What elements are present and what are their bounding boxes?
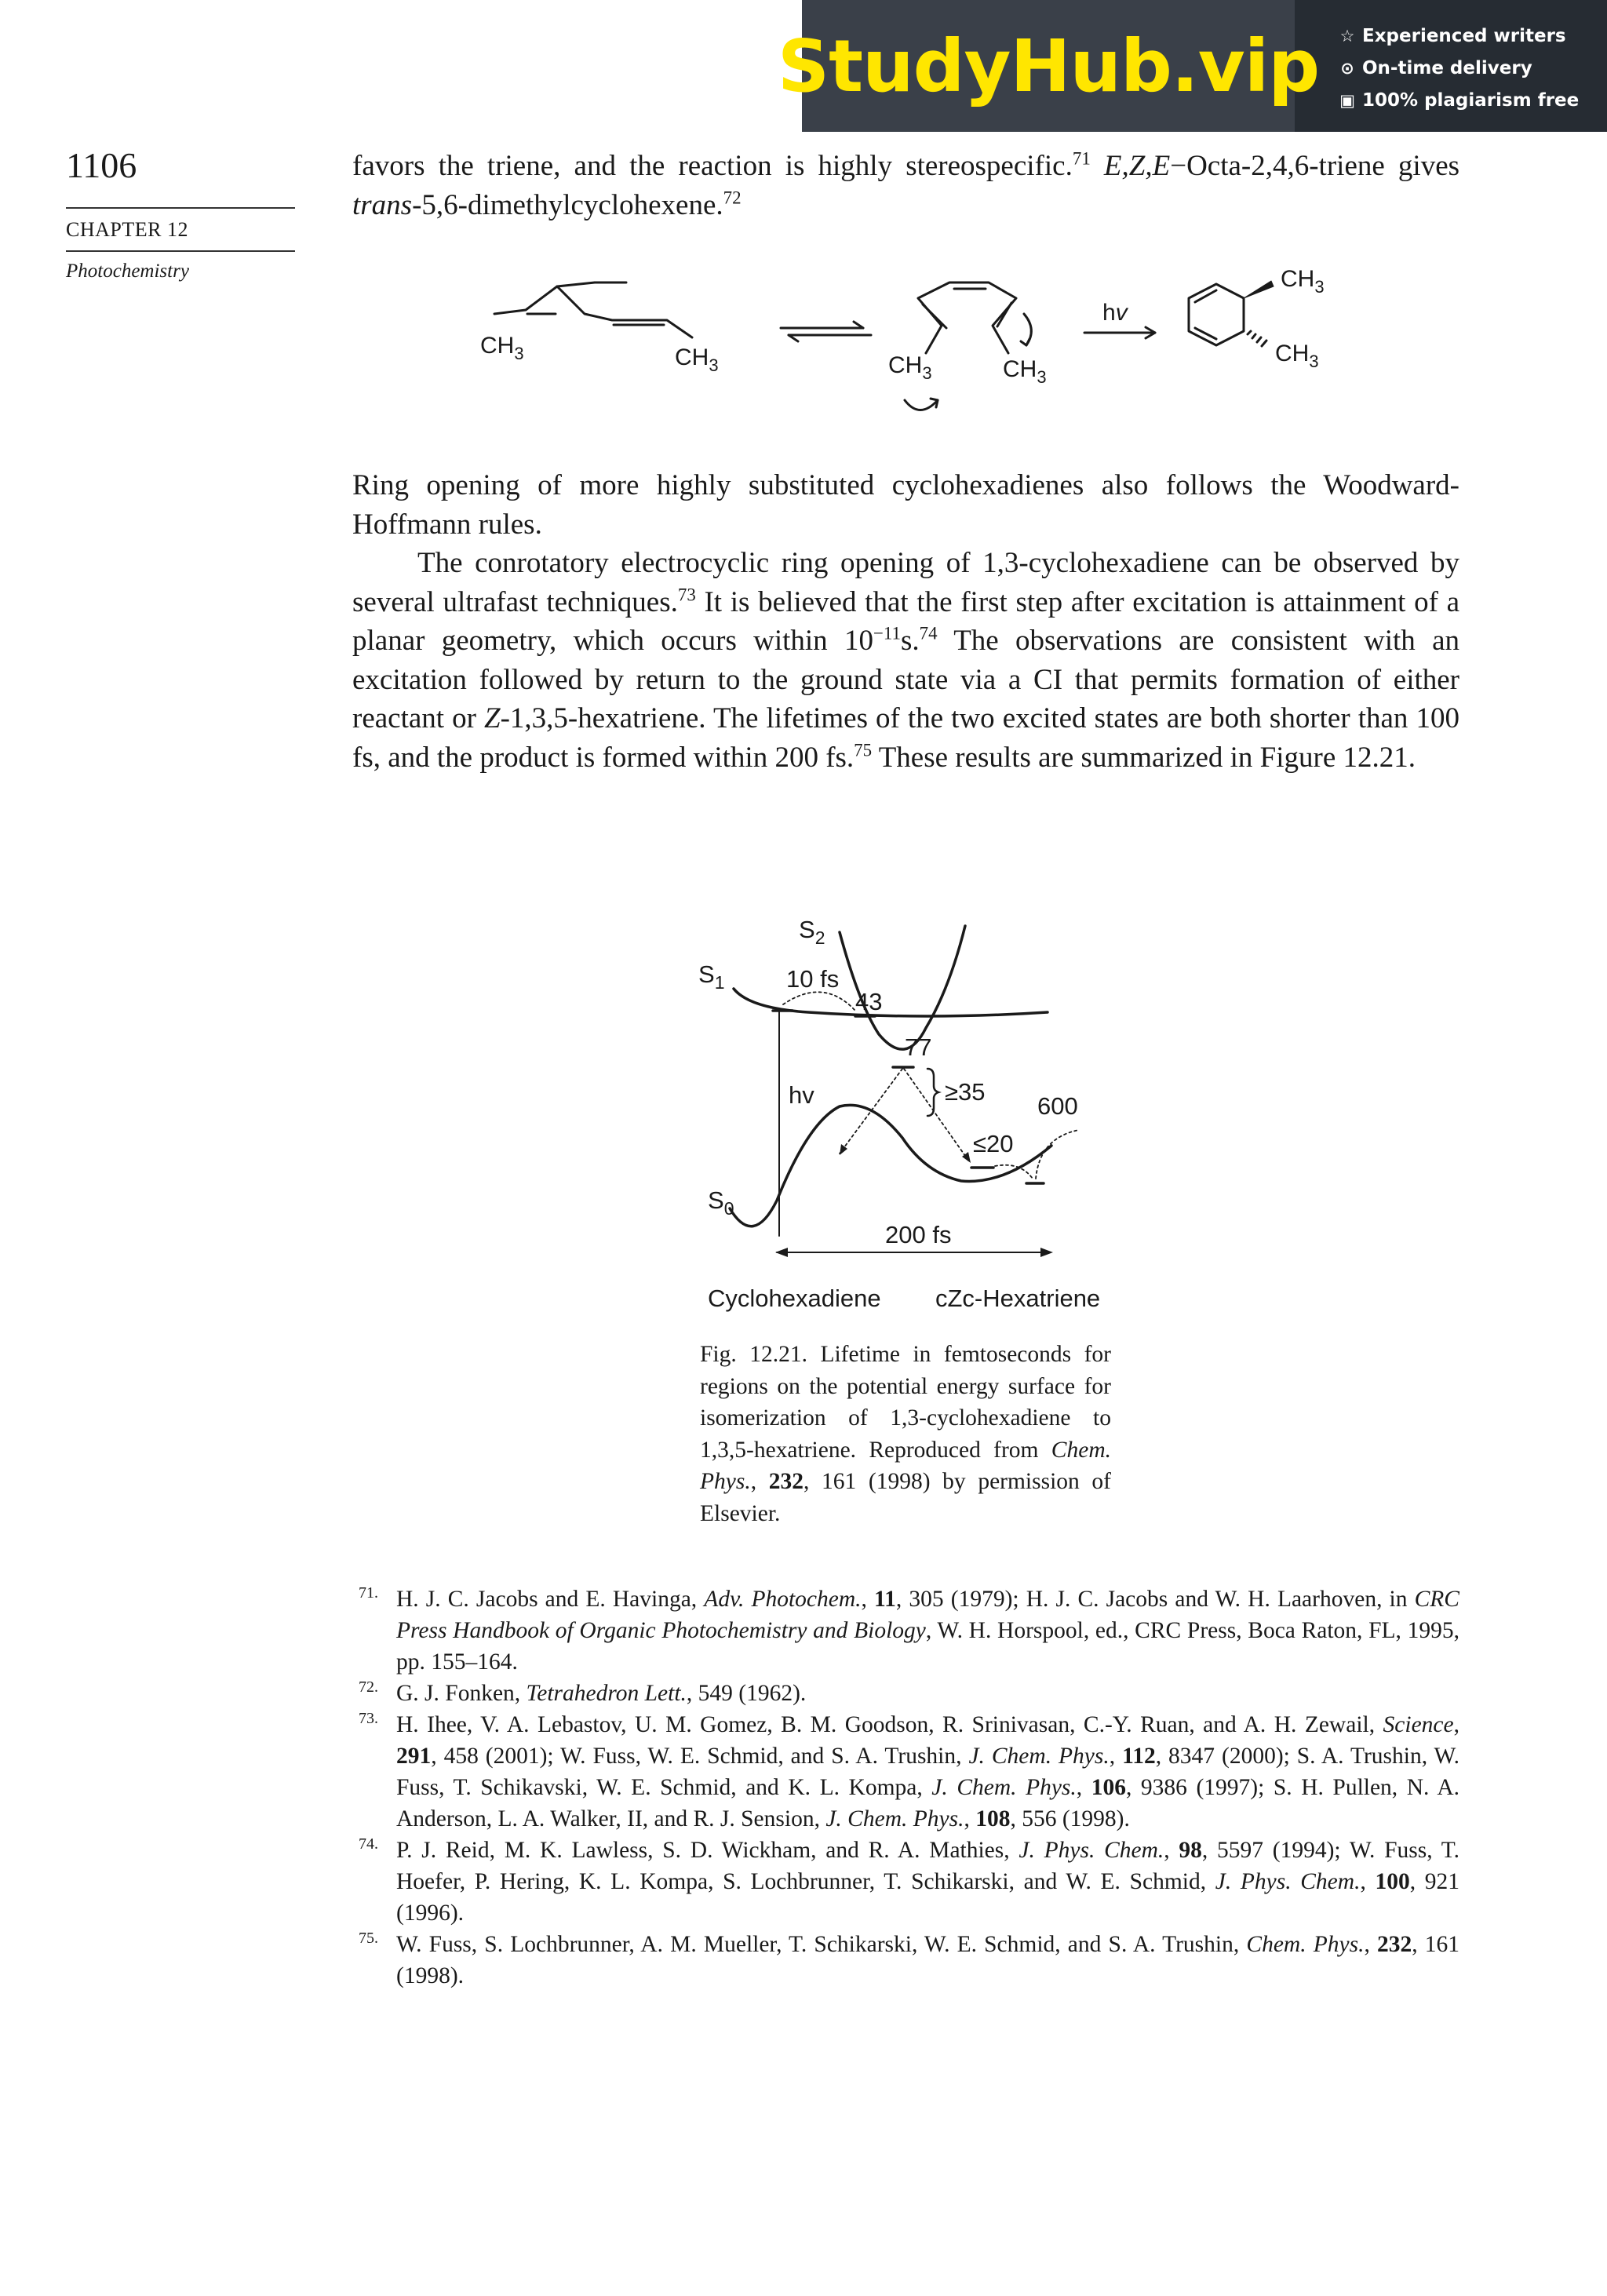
chapter-label: CHAPTER 12 bbox=[66, 218, 188, 241]
banner-feature bbox=[1339, 53, 1579, 85]
paragraph-woodward: Ring opening of more highly substituted cyclohexadienes also follows the Woodward-Hoffmann rules. bbox=[352, 469, 1459, 541]
label-600: 600 bbox=[1037, 1092, 1078, 1120]
banner-feature-label: 100% plagiarism free bbox=[1362, 90, 1580, 111]
footnote-ref: 73 bbox=[677, 585, 696, 605]
rotation-arrow-left bbox=[905, 400, 938, 410]
reference-number: 74. bbox=[359, 1835, 378, 1853]
reference-item: 73. H. Ihee, V. A. Lebastov, U. M. Gomez, B. M. Goodson, R. Srinivasan, C.-Y. Ruan, and A. H. Zewail, Science, 291, 458 (2001); W. Fuss, W. E. Schmid, and S. A. Trushin, J. Chem. Phys., 112, 8347 (2000); S. A. Trushin, W. Fuss, T. Schikavski, W. E. Schmid, and K. L. Kompa, J. Chem. Phys., 106, 9386 (1997); S. H. Pullen, N. A. Anderson, L. A. Walker, II, and R. J. Sension, J. Chem. Phys., 108, 556 (1998). bbox=[352, 1709, 1459, 1835]
footnote-ref: 74 bbox=[919, 623, 938, 643]
label-43: 43 bbox=[855, 988, 883, 1015]
reference-item: 72. G. J. Fonken, Tetrahedron Lett., 549 (1962). bbox=[352, 1678, 1459, 1709]
equilibrium-arrows bbox=[781, 322, 871, 341]
banner-feature-label: Experienced writers bbox=[1362, 26, 1566, 46]
studyhub-logo[interactable]: StudyHub.vip bbox=[802, 0, 1295, 132]
reference-item: 75. W. Fuss, S. Lochbrunner, A. M. Mueller, T. Schikarski, W. E. Schmid, and S. A. Trushin, Chem. Phys., 232, 161 (1998). bbox=[352, 1929, 1459, 1992]
banner-feature bbox=[1339, 20, 1579, 53]
label-77: 77 bbox=[905, 1033, 932, 1061]
hv-label: hv bbox=[789, 1081, 814, 1109]
star-icon: ☆ bbox=[1339, 27, 1355, 46]
footnote-ref: 71 bbox=[1072, 148, 1091, 169]
clock-icon: ⊙ bbox=[1340, 59, 1354, 78]
reference-number: 73. bbox=[359, 1710, 378, 1727]
figure-12-21 bbox=[691, 902, 1130, 1318]
paragraph-body bbox=[352, 466, 1459, 777]
check-document-icon: ▣ bbox=[1339, 91, 1355, 110]
octatriene-structure bbox=[494, 282, 692, 337]
figure-caption: Fig. 12.21. Lifetime in femtoseconds for regions on the potential energy surface for isomerization of 1,3-cyclohexadiene to 1,3,5-hexatriene. Reproduced from Chem. Phys., 232, 161 (1998) by permission of Elsevier. bbox=[700, 1342, 1111, 1526]
methyl-label: $CH_3$ bbox=[1003, 356, 1047, 387]
label-hexatriene: cZc-Hexatriene bbox=[935, 1285, 1101, 1312]
label-35: ≥35 bbox=[945, 1078, 986, 1106]
conformer-structure bbox=[918, 282, 1016, 353]
reference-number: 71. bbox=[359, 1584, 378, 1602]
banner-feature bbox=[1339, 85, 1579, 117]
cyclohexene-structure bbox=[1189, 281, 1274, 346]
label-cyclohexadiene: Cyclohexadiene bbox=[708, 1285, 881, 1312]
footnote-ref: 75 bbox=[854, 740, 873, 760]
reaction-scheme bbox=[439, 251, 1381, 432]
reference-list bbox=[352, 1584, 1459, 1992]
reference-number: 72. bbox=[359, 1678, 378, 1696]
exponent: −11 bbox=[873, 623, 901, 643]
methyl-label: $CH_3$ bbox=[888, 352, 932, 383]
margin-rule-top bbox=[66, 207, 295, 209]
paragraph-triene: favors the triene, and the reaction is highly stereospecific.$^{71}$ E,Z,E−Octa-2,4,6-triene gives trans-5,6-dimethylcyclohexene.$^{72}$ bbox=[352, 148, 1460, 221]
hv-label: hv bbox=[1102, 300, 1128, 326]
methyl-label: $CH_3$ bbox=[1281, 266, 1325, 297]
reference-number: 75. bbox=[359, 1930, 378, 1947]
s2-label: $S_2$ bbox=[799, 916, 825, 948]
brace bbox=[927, 1069, 938, 1116]
reference-item: 74. P. J. Reid, M. K. Lawless, S. D. Wickham, and R. A. Mathies, J. Phys. Chem., 98, 5597 (1994); W. Fuss, T. Hoefer, P. Hering, K. L. Kompa, S. Lochbrunner, T. Schikarski, and W. E. Schmid, J. Phys. Chem., 100, 921 (1996). bbox=[352, 1835, 1459, 1929]
banner-feature-label: On-time delivery bbox=[1362, 58, 1532, 78]
label-200fs: 200 fs bbox=[885, 1221, 952, 1248]
methyl-label: $CH_3$ bbox=[675, 344, 719, 375]
methyl-label: $CH_3$ bbox=[1275, 341, 1319, 371]
label-20: ≤20 bbox=[973, 1130, 1014, 1157]
banner-feature-list bbox=[1339, 20, 1579, 117]
s1-label: $S_1$ bbox=[698, 960, 725, 993]
section-label: Photochemistry bbox=[66, 261, 189, 282]
methyl-label: $CH_3$ bbox=[480, 333, 524, 363]
reference-item: 71. H. J. C. Jacobs and E. Havinga, Adv. Photochem., 11, 305 (1979); H. J. C. Jacobs and W. H. Laarhoven, in CRC Press Handbook of Organic Photochemistry and Biology, W. H. Horspool, ed., CRC Press, Boca Raton, FL, 1995, pp. 155–164. bbox=[352, 1584, 1459, 1678]
label-10fs: 10 fs bbox=[786, 965, 840, 993]
s0-label: $S_0$ bbox=[708, 1186, 734, 1219]
footnote-ref: 72 bbox=[723, 188, 742, 208]
page-number: 1106 bbox=[66, 145, 137, 185]
studyhub-banner[interactable] bbox=[777, 0, 1607, 132]
paragraph-conrotatory: The conrotatory electrocyclic ring opening of 1,3-cyclohexadiene can be observed by several ultrafast techniques.$^{73}$ It is believed that the first step after excitation is attainment of a planar geometry, which occurs within $10^{-11}s.^{74}$ The observations are consistent with an excitation followed by return to the ground state via a CI that permits formation of either reactant or Z-1,3,5-hexatriene. The lifetimes of the two excited states are both shorter than 100 fs, and the product is formed within 200 fs.$^{75}$ These results are summarized in Figure 12.21. bbox=[352, 547, 1460, 774]
margin-rule-bottom bbox=[66, 250, 295, 252]
